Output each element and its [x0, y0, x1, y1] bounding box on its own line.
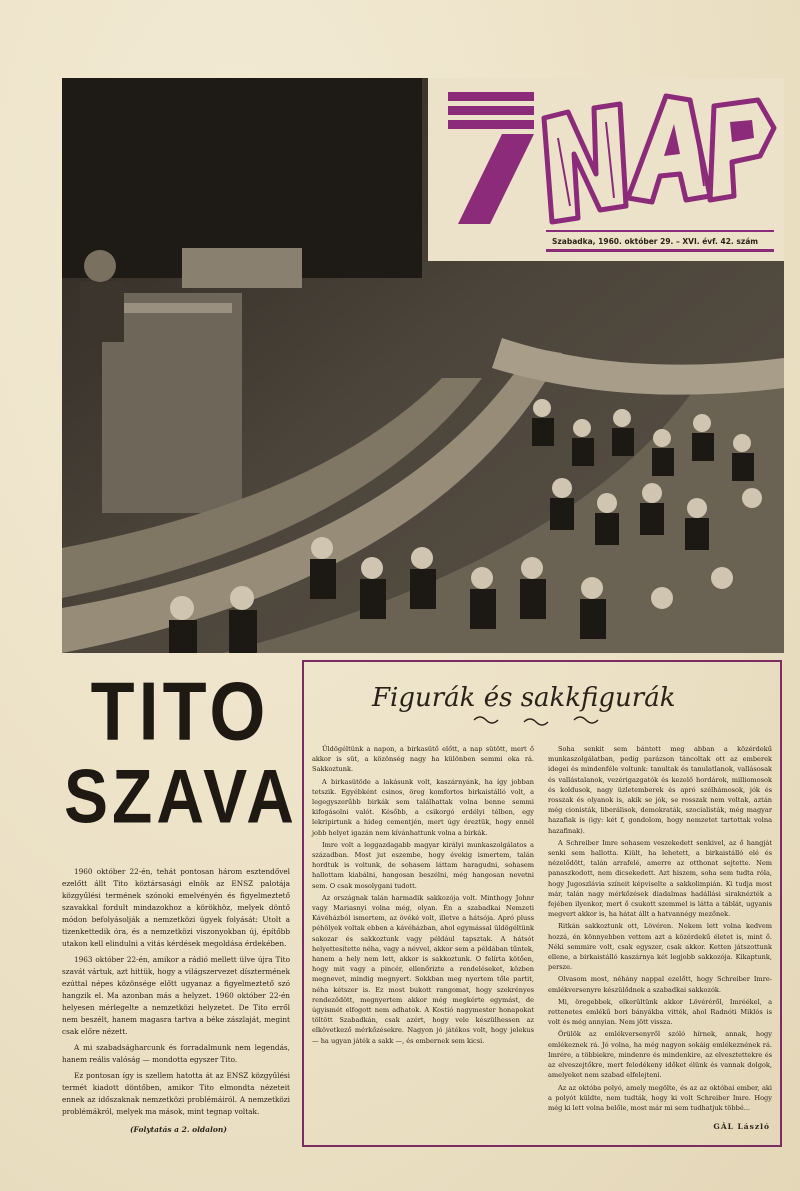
- handwritten-title-icon: [364, 676, 724, 730]
- intro-paragraph: A mi szabadságharcunk és forradalmunk nem legendás, hanem reális valóság — mondotta egyszer Tito.: [62, 1043, 290, 1064]
- article-paragraph: A Schreiber Imre sohasem veszekedett senkivel, az ő hangját senki sem hallotta. Kiült, ha lehetett, a birkaistálló elé és nézelődött, talán arrafelé, amerre az otthonat sejtette. Nem panaszkodott, nem dicsekedett. Azt hiszem, soha sem tudta róla, hogy Jugoszlávia színeit képviselte a sakkolimpián. Ki tudja most már, talán nagy mérkőzések diadalmas hadállási siraknézték a fejében ilyenkor, mert ő csukott szemmel is látta a táblát, ugyanis megvert akkor is, ha hátat állt a hatvannégy mezőnek.: [548, 838, 772, 919]
- author-signature: GÁL László: [713, 1122, 770, 1131]
- article-paragraph: Az országnak talán harmadik sakkozója volt. Minthogy Johnr vagy Mariasnyi volna még, olyan. Én a szabadkai Nemzeti Kávéházból ismertem, az övéké volt, illetve a hátsója. Apró pluss péhölyek voltak ebben a kávéházban, ahol egymással üldögéltünk sakozar és sakkoztunk vagy például tapsztak. A hátsót helyettesítette néha, vagy a névvel, akkor sem a példában tűntek, hanem a hely nem lett, akkor is sakkoztunk. O felírta kötően, hogy mit vagy a pincér, ellenőrizte a rendeléseket, közben megnevet, mindig megnyert. Sokkban meg nyertem tőle partit, néha kétszer is. Ez most bukott rangomat, hogy szekrényes rendeződött, megnyertem akkor még megkérte egymást, de úgyismét elfogott nem adhatok. A Kostió nagymester honapokat töltött Szabadkán, csak azért, hogy vele készülhessen az elkövetkező mérkőzésekre. Nagyon jó játékos volt, hogy jelekus — ha ugyan játék a sakk —, és embernek sem kicsi.: [312, 893, 534, 1045]
- headline-line-1: TITO: [90, 666, 270, 758]
- boxed-article: [302, 660, 782, 1147]
- issue-dateline: Szabadka, 1960. október 29. – XVI. évf. 42. szám: [552, 237, 759, 246]
- article-paragraph: Olvasom most, néhány nappal ezelőtt, hogy Schreiber Imre-emlékversenyre készülődnek a szabadkai sakkozók.: [548, 975, 772, 994]
- masthead: [428, 78, 784, 261]
- article-paragraph: Imre volt a leggazdagabb magyar királyi munkaszolgálatos a században. Most jut eszembe, hogy évekig ismertem, talán hordtuk is voltunk, de sohasem láttam haragudni, sohasem hallottam kiabálni, hangosan beszélni, még hangosan nevetni sem. O csak mosolygani tudott.: [312, 840, 534, 890]
- continued-note: (Folytatás a 2. oldalon): [130, 1125, 227, 1134]
- article-paragraph: Az az októba polyó, amely megölte, és az az októbai ember, aki a polyót küldte, nem tudták, hogy ki volt Schreiber Imre. Hogy még ki lett volna belőle, most már mi sem tudhatjuk többé...: [548, 1083, 772, 1112]
- article-paragraph: Örülök az emlékversenyről szóló hírnek, annak, hogy emlékeznek rá. Jó volna, ha még nagyon sokáig emlékeznének rá. Imrére, a többiekre, mindenre és mindenkire, az elvesztettekre és az elveszejtőkre, mert feledékeny időket élünk és vannak dolgok, amelyeket nem szabad elfelejteni.: [548, 1030, 772, 1080]
- article-title-text: Figurák és sakkfigurák: [372, 683, 676, 713]
- article-paragraph: A birkasütöde a lakásunk volt, kaszárnyánk, ha így jobban tetszik. Egyébként csinos, öreg komfortos birkaistálló volt, a legegyszerűbb birkák sem találhattak volna benne semmi kifogásolni valót. Később, a csikorgó erdélyi télben, egy lekripirtunk a hideg cementjén, mert úgy éreztük, hogy ennél jobb helyet igazán nem kívánhattunk volna a birkák.: [312, 777, 534, 837]
- intro-paragraph: Ez pontosan így is szellem hatotta át az ENSZ közgyűlési termét kiadott döntőben, amikor Tito elmondta nézeteit ennek az időszaknak nemzetközi problémáiról. A nemzetközi problémákról, melyek ma mások, mint tegnap voltak.: [62, 1071, 290, 1116]
- article-paragraph: Soha senkit sem bántott meg abban a közérdekű munkaszolgálatban, pedig parázson táncoltak ott az emberek idegei és mindenféle voltunk: tanultak és tanulatlanok, vallásosak és vallástalanok, vezérigazgatók és kezelő hordárok, milliomosok és koldusok, nagy üzletemberek és apró szélhámosok, jók és rosszak és olyanok is, akik se jók, se rosszak nem voltak, aztán még cionisták, liberálisok, demokraták, szocialisták, még magyar hazafiak is (igy: két f, gondolom, hogy nemzetet tartottak volna hazafinak).: [548, 745, 772, 835]
- intro-paragraph: 1963 október 22-én, amikor a rádió mellett ülve újra Tito szavát vártuk, azt hittük, hogy a világszervezet dísztermének ezúttal népes közönsége előtt ugyanaz a figyelmeztető szó hangzik el. Ma azonban más a helyzet. 1960 október 22-én helyesen mérlegelte a nemzetközi helyzetet. De Tito erről nem beszélt, hanem magasra tartva a béke zászlaját, megint csak előre nézett.: [62, 955, 290, 1036]
- article-column-1: [312, 744, 534, 1048]
- article-paragraph: Mi, öregebbek, elkerültünk akkor Lövéréről, Imréékel, a rettenetes emlékű bori bányákba vitték, ahol Radnóti Miklós is volt és még annyian. Nem jött vissza.: [548, 997, 772, 1027]
- article-paragraph: Üldögéltünk a napon, a birkasütő előtt, a nap sütött, mert ő akkor is süt, a közönség nagy ha különben semmi oka rá. Sakkoztunk.: [312, 745, 534, 774]
- article-paragraph: Ritkán sakkoztunk ott, Lövéren. Nekem lett volna kedvem hozzá, én könnyebben vettem azt a közérdekű életet is, mint ő. Néki semmire volt, csak egyszer, csak akkor. Ketten játszottunk ellene, a birkaistálló kaszárnya két legjobb sakkozója. Kikaptunk, persze.: [548, 922, 772, 972]
- article-title: [364, 676, 724, 730]
- intro-paragraph: 1960 október 22-én, tehát pontosan három esztendővel ezelőtt állt Tito köztársasági elnök az ENSZ palotája közgyűlési termének szónoki emelvényén és figyelmeztető szavakkal fordult mindazokhoz a körökhöz, melyek döntő módon befolyásolják a nemzetközi ügyek folyását: Utolt a tizenkettedik óra, és a nemzetközi viszonyokban új, építőbb utakon kell elindulni a vitás kérdések megoldása érdekében.: [62, 867, 290, 948]
- article-column-2: [548, 744, 772, 1115]
- headline: [64, 666, 298, 839]
- headline-line-2: SZAVA: [64, 753, 298, 839]
- intro-article: [62, 866, 290, 1122]
